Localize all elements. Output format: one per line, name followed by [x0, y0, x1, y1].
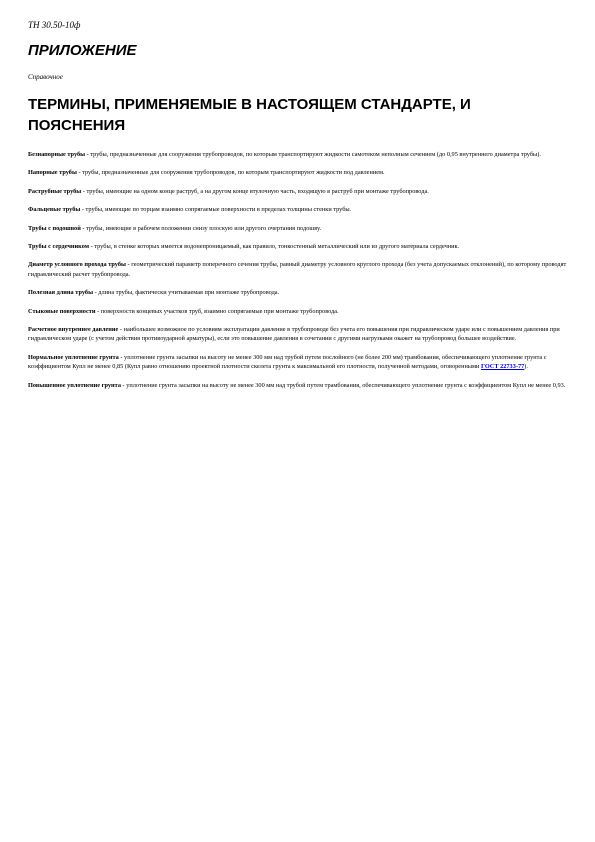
- term-paragraph: [28, 224, 568, 233]
- term-definition: - длина трубы, фактически учитываемая при монтаже трубопровода.: [93, 289, 280, 297]
- term-definition: - геометрический параметр поперечного сечения трубы, равный диаметру условного круглого прохода (без учета допускаемых отклонений), по которому проводят гидравлический расчет трубопровода.: [28, 261, 567, 278]
- term-name: Нормальное уплотнение грунта: [28, 353, 119, 361]
- term-definition: - трубы, имеющие в рабочем положении снизу плоскую или другого очертания подошву.: [80, 224, 322, 232]
- term-name: Полезная длина трубы: [28, 289, 93, 297]
- term-name: Расчетное внутреннее давление: [28, 326, 119, 334]
- term-name: Трубы с подошвой: [28, 224, 81, 232]
- term-definition: - уплотнение грунта засыпки на высоту не менее 300 мм над трубой путем трамбования, обеспечивающего уплотнение грунта с коэффициентом Купл не менее 0,93.: [120, 381, 566, 389]
- term-name: Фальцевые трубы: [28, 206, 81, 214]
- term-name: Стыковые поверхности: [28, 307, 96, 315]
- appendix-heading: ПРИЛОЖЕНИЕ: [28, 42, 137, 59]
- document-code: ТН 30.50-10ф: [28, 20, 81, 30]
- term-definition: - трубы, имеющие по торцам взаимно сопрягаемые поверхности в пределах толщины стенки трубы.: [80, 206, 352, 214]
- term-paragraph: [28, 260, 568, 279]
- standard-reference-link[interactable]: ГОСТ 22733-77: [480, 363, 525, 371]
- term-name: Раструбные трубы: [28, 187, 82, 195]
- term-paragraph: [28, 307, 568, 316]
- term-paragraph: [28, 205, 568, 214]
- term-paragraph: [28, 381, 568, 390]
- term-paragraph: [28, 325, 568, 344]
- term-definition: - трубы, имеющие на одном конце раструб, а на другом конце втулочную часть, входящую в раструб при монтаже трубопровода.: [81, 187, 429, 195]
- terms-list: [28, 150, 568, 399]
- term-definition: - уплотнение грунта засыпки на высоту не менее 300 мм над трубой путем послойного (не более 200 мм) трамбования, обеспечивающего уплотнение грунта с коэффициентом Купл не менее 0,85 (Купл равно отношению проектной плотности скелета грунта к максимальной его плотности, полученной методами, оговоренными: [28, 353, 547, 371]
- term-definition: - наибольшее возможное по условиям эксплуатации давление в трубопроводе без учета его повышения при гидравлическом ударе или с повышением давления при гидравлическом ударе (с учетом действия противоударной арматуры), если это повышение давления в сочетании с другими нагрузками окажет на трубопровод большее воздействие.: [28, 326, 560, 343]
- term-paragraph: [28, 168, 568, 177]
- term-name: Трубы с сердечником: [28, 243, 90, 251]
- reference-label: Справочное: [28, 73, 63, 81]
- term-paragraph: [28, 353, 568, 372]
- term-definition: - трубы, предназначенные для сооружения трубопроводов, по которым транспортируют жидкости под давлением.: [76, 169, 385, 177]
- term-paragraph: [28, 288, 568, 297]
- term-name: Повышенное уплотнение грунта: [28, 381, 121, 389]
- page-title: ТЕРМИНЫ, ПРИМЕНЯЕМЫЕ В НАСТОЯЩЕМ СТАНДАРТЕ, И ПОЯСНЕНИЯ: [28, 96, 471, 134]
- term-paragraph: [28, 242, 568, 251]
- term-paragraph: [28, 187, 568, 196]
- term-definition: - поверхности концевых участков труб, взаимно сопрягаемые при монтаже трубопровода.: [95, 307, 339, 315]
- term-definition: - трубы, предназначенные для сооружения трубопроводов, по которым транспортируют жидкости самотеком неполным сечением (до 0,95 внутреннего диаметра трубы).: [85, 151, 541, 158]
- term-paragraph: [28, 150, 568, 159]
- term-name: Напорные трубы: [28, 169, 77, 177]
- term-name: Безнапорные трубы: [28, 151, 86, 158]
- term-definition: - трубы, в стенке которых имеется водонепроницаемый, как правило, тонкостенный металлический или из другого материала сердечник.: [89, 243, 460, 251]
- term-name: Диаметр условного прохода трубы: [28, 261, 126, 269]
- term-definition-end: ).: [524, 363, 528, 371]
